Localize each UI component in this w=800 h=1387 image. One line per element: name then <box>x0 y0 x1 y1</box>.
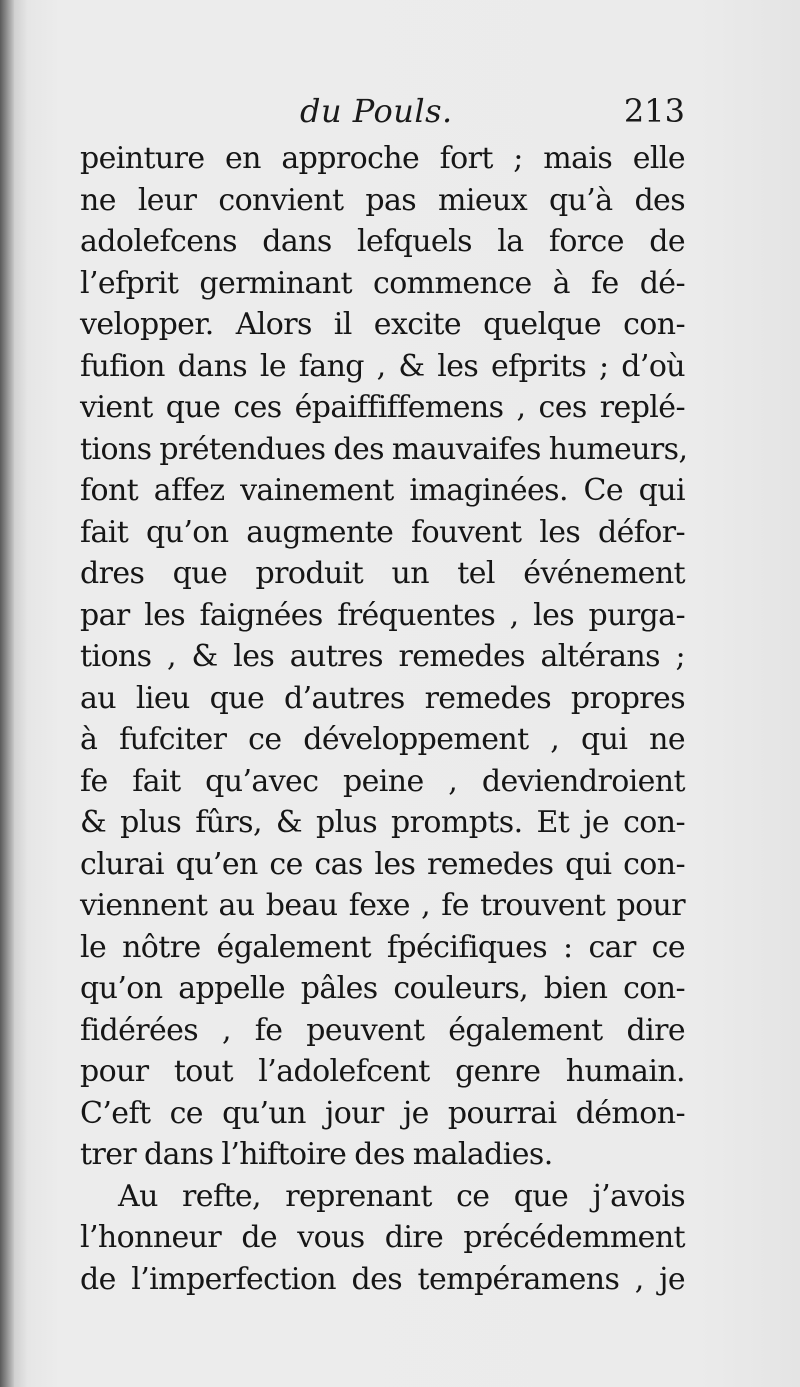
text-line: tions , & les autres remedes altérans ; <box>80 639 685 674</box>
text-line: l’efprit germinant commence à fe dé- <box>80 265 685 301</box>
text-line: à fufciter ce développement , qui ne <box>80 722 685 757</box>
text-line: velopper. Alors il excite quelque con- <box>80 307 685 342</box>
text-line: fidérées , fe peuvent également dire <box>80 1012 685 1048</box>
text-line: au lieu que d’autres remedes propres <box>80 680 685 716</box>
text-line: peinture en approche fort ; mais elle <box>80 141 685 176</box>
text-line: viennent au beau fexe , fe trouvent pour <box>80 888 685 923</box>
text-line: & plus fûrs, & plus prompts. Et je con- <box>80 805 685 840</box>
page-header <box>80 88 685 136</box>
text-line: vient que ces épaiffiffemens , ces replé- <box>80 390 685 425</box>
text-line: fait qu’on augmente fouvent les défor- <box>80 514 685 550</box>
text-line: dres que produit un tel événement <box>80 556 685 591</box>
text-line: tions prétendues des mauvaifes humeurs, <box>80 431 688 467</box>
text-line: fe fait qu’avec peine , deviendroient <box>80 763 685 799</box>
paragraph-start-line: Au refte, reprenant ce que j’avois <box>118 1178 685 1214</box>
running-title: du Pouls. <box>300 92 453 130</box>
text-line: ne leur convient pas mieux qu’à des <box>80 182 685 218</box>
paragraph-end-line: trer dans l’hiftoire des maladies. <box>80 1137 553 1172</box>
text-line: le nôtre également fpécifiques : car ce <box>80 929 685 965</box>
text-line: qu’on appelle pâles couleurs, bien con- <box>80 971 685 1006</box>
body-text <box>80 138 688 1300</box>
book-spine-shadow <box>0 0 14 1387</box>
text-line: font affez vainement imaginées. Ce qui <box>80 473 685 508</box>
text-line: pour tout l’adolefcent genre humain. <box>80 1054 685 1089</box>
text-line: l’honneur de vous dire précédemment <box>80 1220 685 1255</box>
text-line: clurai qu’en ce cas les remedes qui con- <box>80 846 685 882</box>
text-line: par les faignées fréquentes , les purga- <box>80 597 685 633</box>
text-line: adolefcens dans lefquels la force de <box>80 224 685 259</box>
text-line: fufion dans le fang , & les efprits ; d’où <box>80 348 685 384</box>
text-line: C’eft ce qu’un jour je pourrai démon- <box>80 1095 685 1131</box>
text-line: de l’imperfection des tempéramens , je <box>80 1261 685 1297</box>
page-number: 213 <box>623 92 685 130</box>
